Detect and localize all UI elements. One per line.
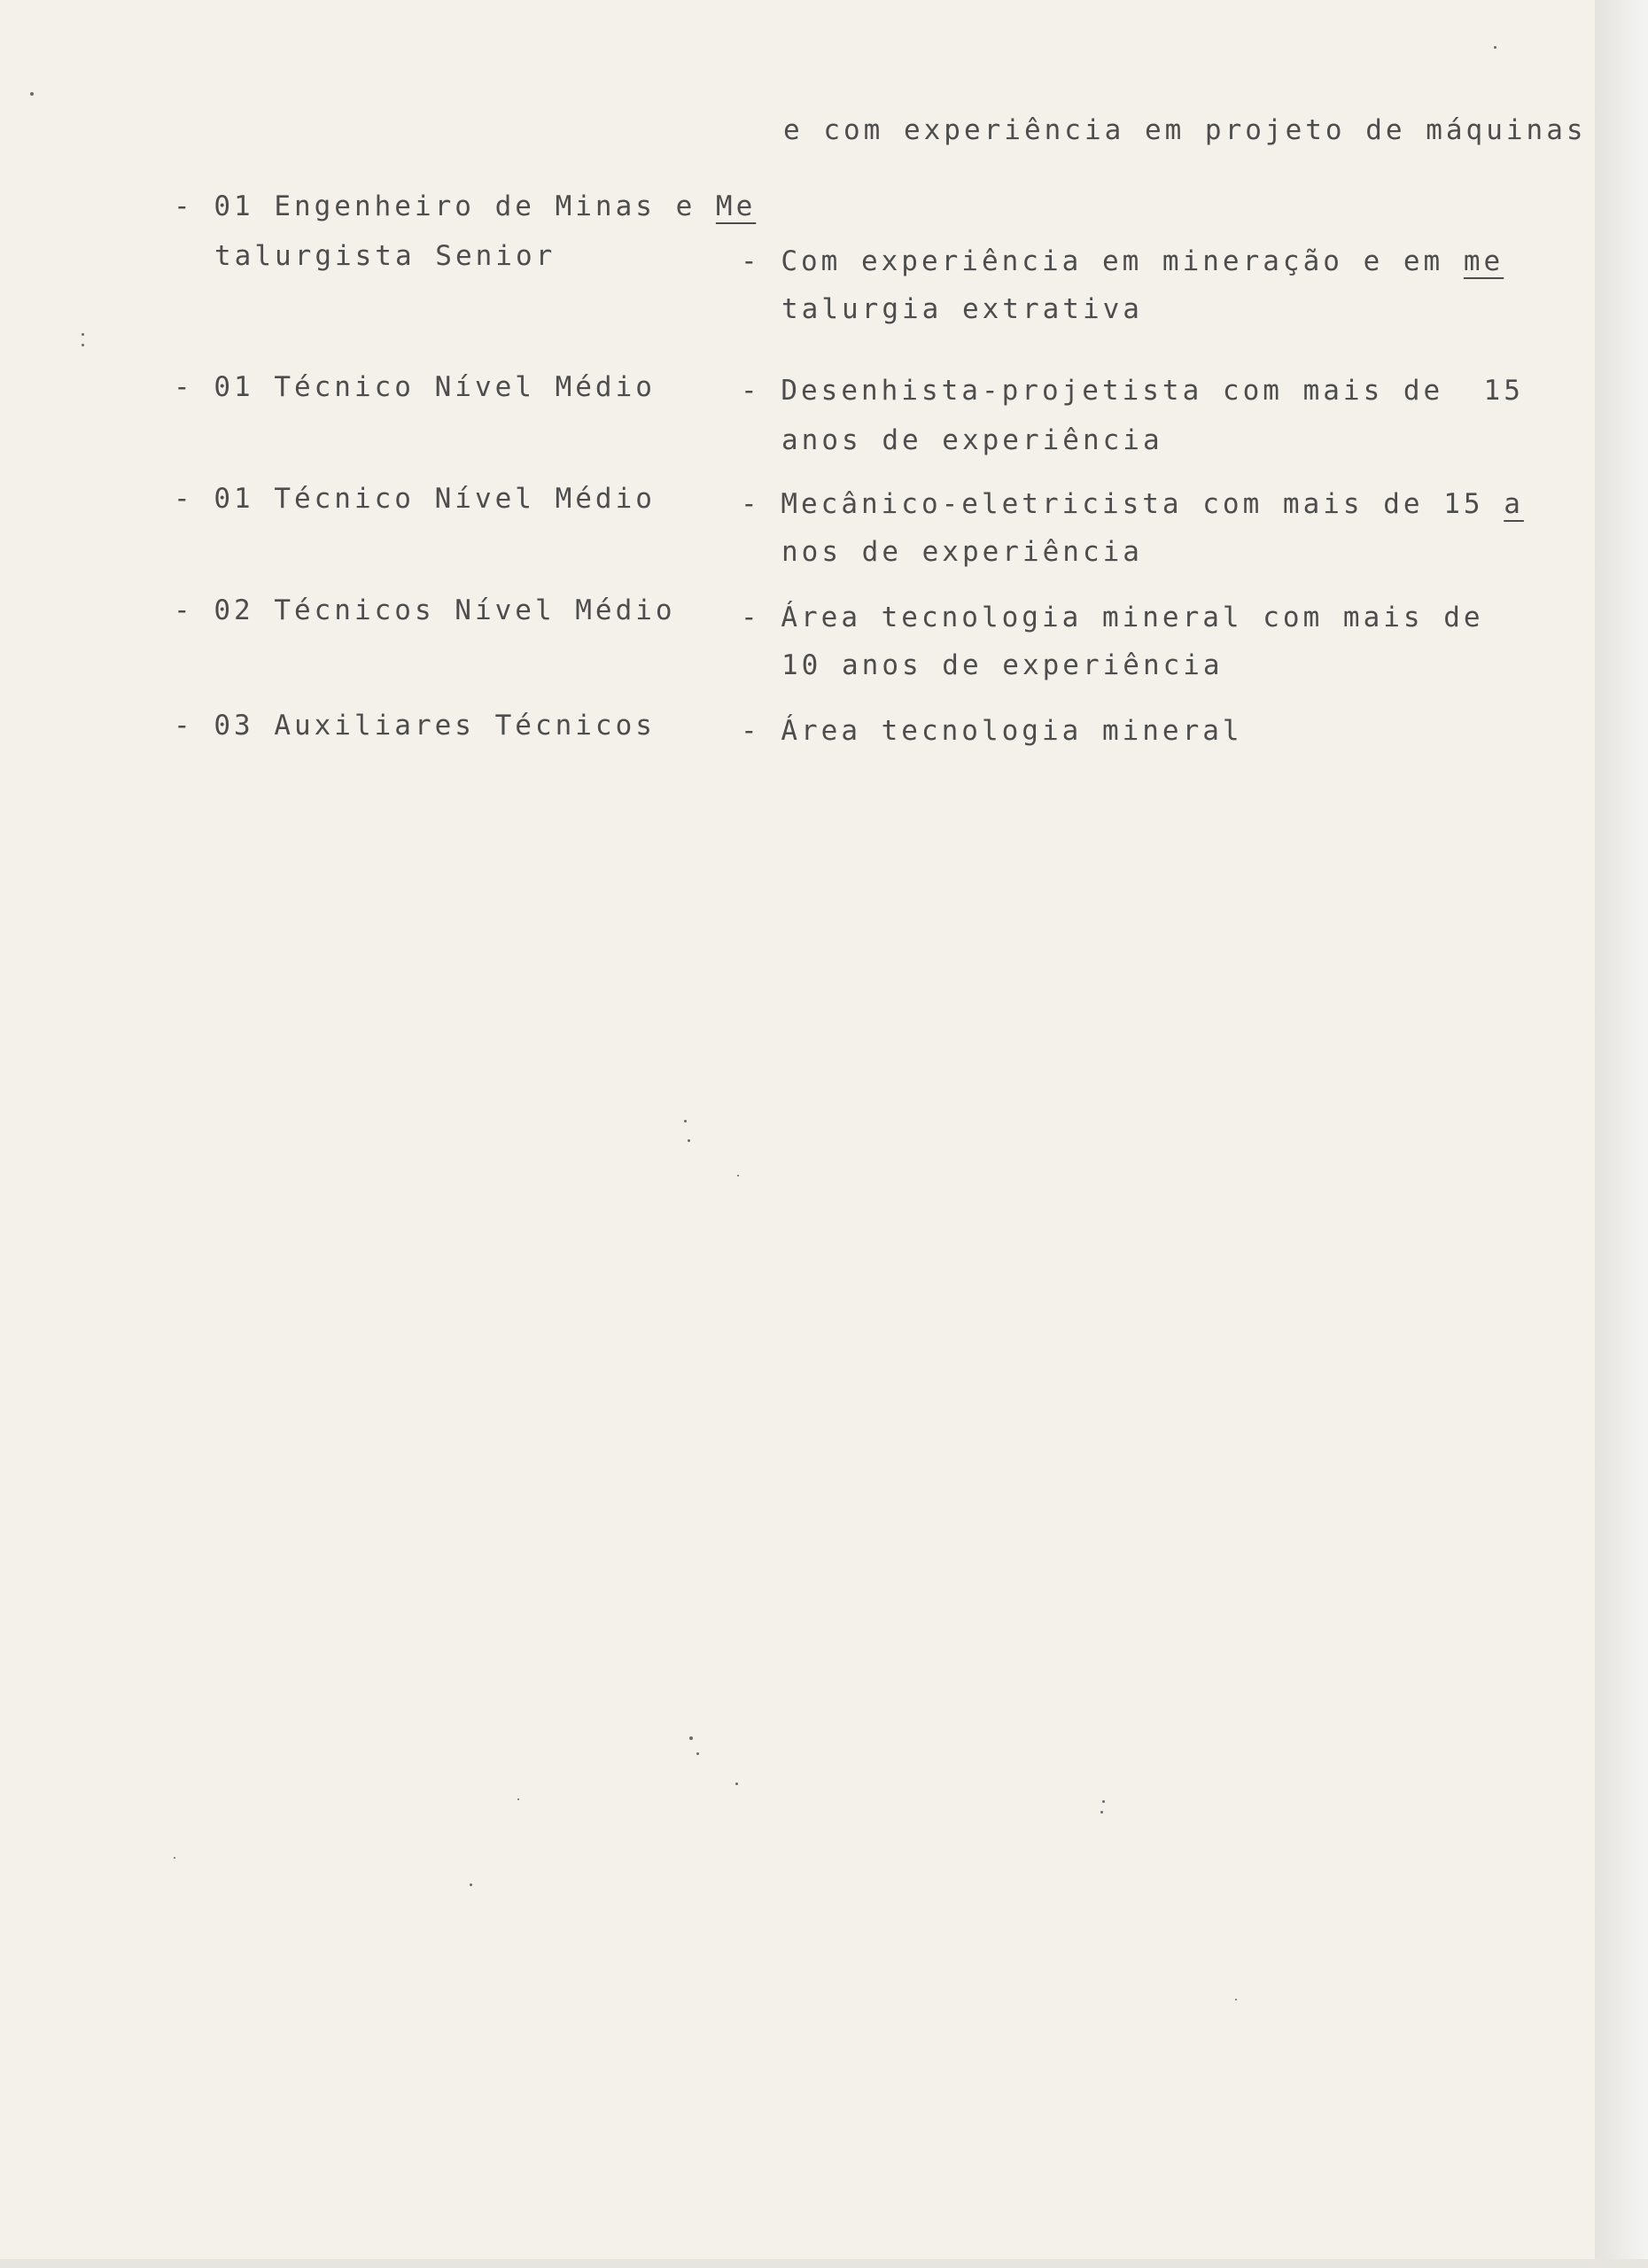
item-3-desc-hyphen-part: a (1504, 488, 1524, 520)
item-2-desc-line-2: anos de experiência (781, 424, 1163, 456)
item-1-role-line-1 (174, 190, 757, 222)
paper-speck (174, 1857, 175, 1859)
item-1-desc-hyphen-part: me (1463, 245, 1504, 277)
paper-speck (737, 1175, 739, 1177)
paper-speck (735, 1783, 738, 1785)
paper-speck (470, 1884, 472, 1886)
item-1-role-text: - 01 Engenheiro de Minas e (174, 190, 716, 222)
item-5-desc-line-1: - Área tecnologia mineral (741, 715, 1243, 747)
paper-speck (1235, 1999, 1237, 2000)
paper-speck (689, 1736, 693, 1740)
scan-right-edge (1595, 0, 1648, 2268)
paper-speck (82, 344, 84, 346)
item-4-desc-line-2: 10 anos de experiência (781, 649, 1224, 681)
paper-speck (1494, 46, 1496, 49)
paper-speck (30, 92, 34, 96)
item-3-desc-line-2: nos de experiência (781, 536, 1143, 568)
continuation-line: e com experiência em projeto de máquinas (783, 114, 1587, 146)
item-1-desc-line-1 (741, 245, 1504, 277)
item-1-desc-line-2: talurgia extrativa (781, 293, 1143, 325)
item-3-role: - 01 Técnico Nível Médio (174, 483, 656, 515)
item-1-desc-text: - Com experiência em mineração e em (741, 245, 1464, 277)
scan-bottom-edge (0, 2259, 1648, 2268)
paper-speck (696, 1752, 699, 1755)
item-2-desc-line-1: - Desenhista-projetista com mais de 15 (741, 375, 1524, 407)
item-3-desc-line-1 (741, 488, 1524, 520)
item-1-role-hyphen-part: Me (715, 190, 757, 222)
paper-speck (684, 1120, 687, 1122)
paper-speck (517, 1798, 519, 1800)
item-2-role: - 01 Técnico Nível Médio (174, 371, 656, 403)
item-1-role-line-2: talurgista Senior (214, 240, 556, 272)
paper-speck (688, 1139, 690, 1142)
item-5-role: - 03 Auxiliares Técnicos (174, 710, 656, 742)
paper-speck (82, 333, 84, 336)
paper-speck (1102, 1800, 1105, 1803)
item-4-role: - 02 Técnicos Nível Médio (174, 594, 676, 626)
item-4-desc-line-1: - Área tecnologia mineral com mais de (741, 602, 1484, 633)
paper-speck (1100, 1811, 1103, 1814)
item-3-desc-text: - Mecânico-eletricista com mais de 15 (741, 488, 1504, 520)
